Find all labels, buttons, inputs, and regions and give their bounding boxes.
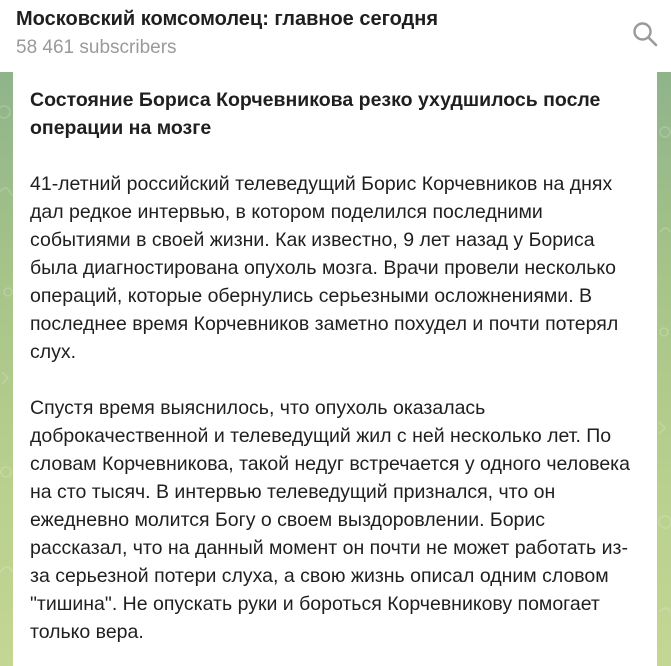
subscriber-count: 58 461 subscribers <box>16 37 177 58</box>
post-paragraph-2: Спустя время выяснилось, что опухоль оказалась доброкачественной и телеведущий жил с ней несколько лет. По словам Корчевникова, такой недуг встречается у одного человека на сто тысяч. В интервью телеведущий признался, что он ежедневно молится Богу о своем выздоровлении. Борис рассказал, что на данный момент он почти не может работать из-за серьезной потери слуха, а свою жизнь описал одним словом "тишина". Не опускать руки и бороться Корчевникову помогает только вера. <box>30 397 630 643</box>
post-paragraph-1: 41-летний российский телеведущий Борис Корчевников на днях дал редкое интервью, в котором поделился последними событиями в своей жизни. Как известно, 9 лет назад у Бориса была диагностирована опухоль мозга. Врачи провели несколько операций, которые обернулись серьезными осложнениями. В последнее время Корчевников заметно похудел и почти потерял слух. <box>30 173 619 363</box>
chat-background <box>0 72 671 666</box>
channel-title[interactable]: Московский комсомолец: главное сегодня <box>16 8 439 30</box>
chat-header <box>0 0 671 72</box>
post-headline: Состояние Бориса Корчевникова резко ухудшилось после операции на мозге <box>30 89 601 139</box>
channel-post[interactable] <box>13 72 657 666</box>
search-button[interactable] <box>631 20 659 48</box>
search-icon <box>631 20 659 48</box>
